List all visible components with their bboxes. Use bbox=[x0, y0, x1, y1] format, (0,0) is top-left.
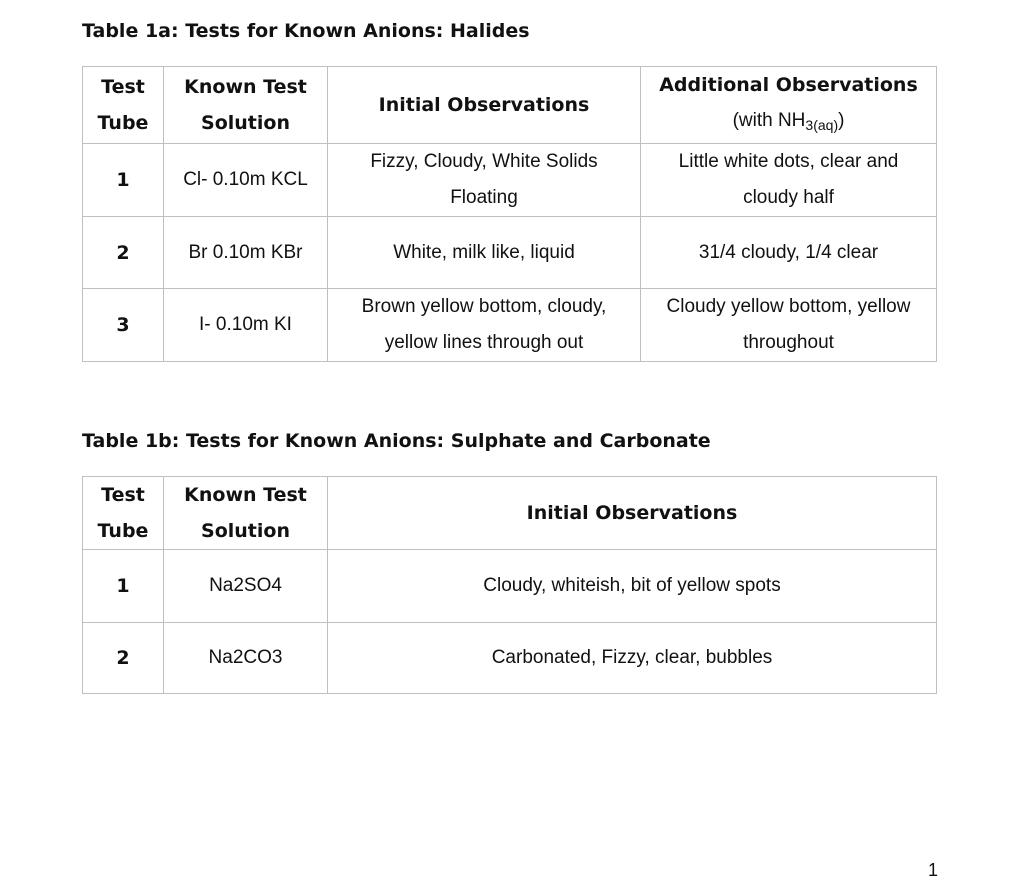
table-row bbox=[83, 550, 937, 623]
known-test-solution: I- 0.10m KI bbox=[164, 289, 328, 362]
table-row bbox=[83, 623, 937, 694]
table-row bbox=[83, 217, 937, 289]
known-test-solution: Br 0.10m KBr bbox=[164, 217, 328, 289]
table-row bbox=[83, 144, 937, 217]
table-1b-caption: Table 1b: Tests for Known Anions: Sulphate and Carbonate bbox=[82, 430, 711, 452]
initial-observation: Fizzy, Cloudy, White Solids Floating bbox=[328, 144, 641, 217]
known-test-solution: Cl- 0.10m KCL bbox=[164, 144, 328, 217]
additional-observation: Cloudy yellow bottom, yellow throughout bbox=[641, 289, 937, 362]
test-tube-number: 3 bbox=[83, 289, 164, 362]
initial-observation: White, milk like, liquid bbox=[328, 217, 641, 289]
test-tube-number: 1 bbox=[83, 550, 164, 623]
header-test-tube: Test Tube bbox=[83, 67, 164, 144]
initial-observation: Brown yellow bottom, cloudy, yellow lines through out bbox=[328, 289, 641, 362]
test-tube-number: 1 bbox=[83, 144, 164, 217]
table-row bbox=[83, 289, 937, 362]
header-initial-observations: Initial Observations bbox=[328, 477, 937, 550]
header-known-test-solution: Known Test Solution bbox=[164, 67, 328, 144]
page-number: 1 bbox=[927, 860, 938, 880]
sulphate-carbonate-table bbox=[82, 476, 937, 694]
header-initial-observations: Initial Observations bbox=[328, 67, 641, 144]
table-1a-caption: Table 1a: Tests for Known Anions: Halides bbox=[82, 20, 530, 42]
initial-observation: Carbonated, Fizzy, clear, bubbles bbox=[328, 623, 937, 694]
initial-observation: Cloudy, whiteish, bit of yellow spots bbox=[328, 550, 937, 623]
known-test-solution: Na2SO4 bbox=[164, 550, 328, 623]
header-additional-observations: Additional Observations (with $NH_{3(aq)}$) bbox=[641, 67, 937, 144]
test-tube-number: 2 bbox=[83, 623, 164, 694]
additional-observation: 31/4 cloudy, 1/4 clear bbox=[641, 217, 937, 289]
known-test-solution: Na2CO3 bbox=[164, 623, 328, 694]
table-header-row bbox=[83, 477, 937, 550]
test-tube-number: 2 bbox=[83, 217, 164, 289]
header-known-test-solution: Known Test Solution bbox=[164, 477, 328, 550]
table-header-row bbox=[83, 67, 937, 144]
additional-observation: Little white dots, clear and cloudy half bbox=[641, 144, 937, 217]
halides-table bbox=[82, 66, 937, 362]
header-test-tube: Test Tube bbox=[83, 477, 164, 550]
